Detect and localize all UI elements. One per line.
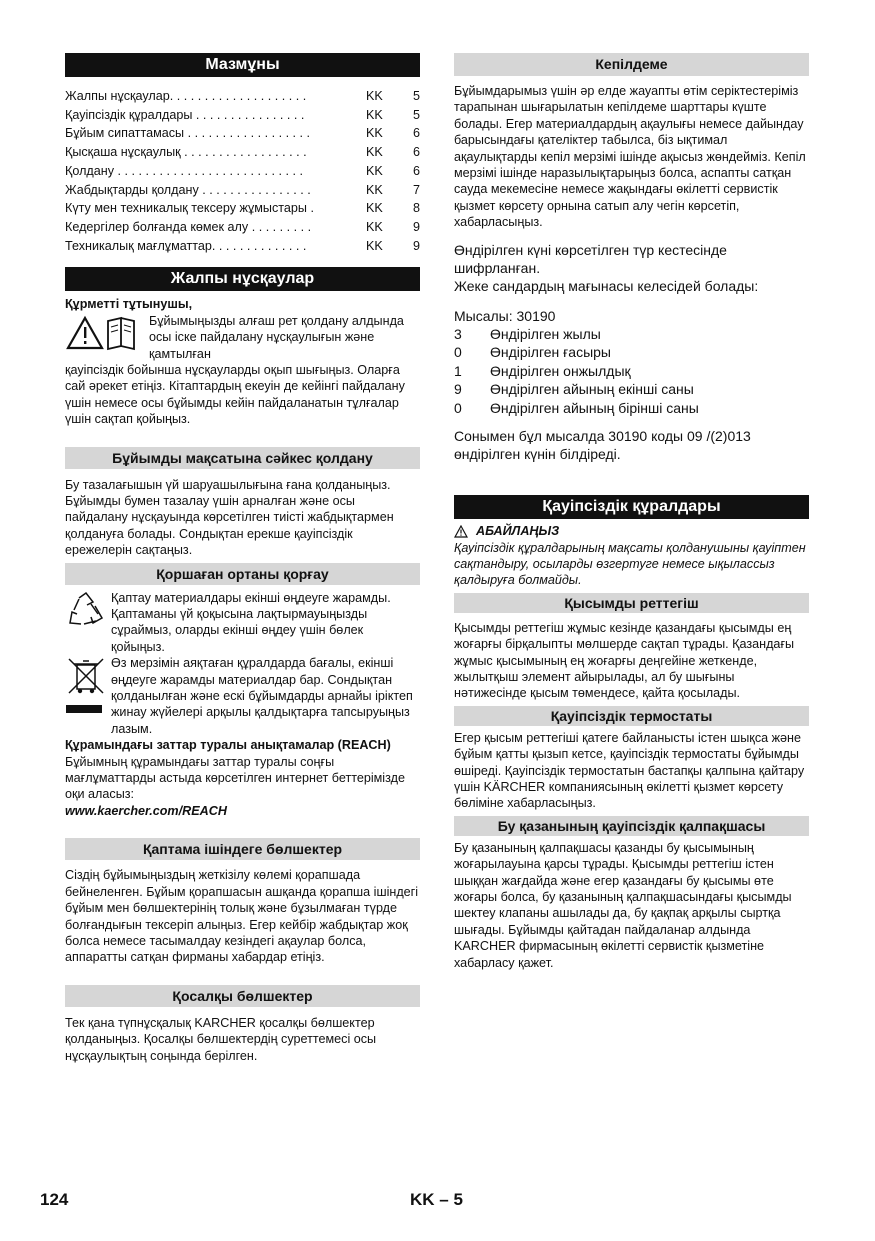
toc-entry-title: Жабдықтарды қолдану . . . . . . . . . . . . . . . . [65,182,311,197]
code-row [454,325,809,344]
warranty-title: Кепілдеме [454,53,809,76]
code-digit: 0 [454,344,462,361]
crossed-bin-icon [65,655,107,717]
reach-title: Құрамындағы заттар туралы анықтамалар (REACH) [65,738,391,753]
conclusion-text: Сонымен бұл мысалда 30190 коды 09 /(2)013 өндірілген күнін білдіреді. [454,428,751,463]
warranty-text: Бұйымдарымыз үшін әр елде жауапты өтім серіктестеріміз тарапынан шығарылатын кепілдеме шарттары күште болады. Егер материалдардың ақаулығы немесе дайындау барысындағы қателіктер табылса, біз ықтимал ақаулықтарды кепіл мерзімі ішінде ақысыз жөндейміз. Кепіл мерзімі ішінде наразылықтарыңыз болса, аспапты сатқан сауда мекемесіне немесе жақындағы өкілетті сервистік қызмет көрсету орнына сатып алу чегін көрсетіп, хабарласыңыз. [454,84,806,230]
general-notes-title: Жалпы нұсқаулар [65,267,420,291]
intro-block [65,313,420,362]
right-column [454,53,809,971]
code-meaning: Өндірілген жылы [490,325,601,342]
safety-cap-title: Бу қазанының қауіпсіздік қалпақшасы [454,816,809,836]
toc-entry[interactable] [65,106,420,125]
caution-row [454,523,809,539]
caution-label: АБАЙЛАҢЫЗ [476,524,560,539]
spare-parts-text: Тек қана түпнұсқалық KARCHER қосалқы бөлшектер қолданыңыз. Қосалқы бөлшектердің суреттемесі осы нұсқаулықтың соңында берілген. [65,1015,377,1063]
spare-parts-title: Қосалқы бөлшектер [65,985,420,1007]
code-row [454,399,809,418]
toc-entry-page: 6 [412,126,420,141]
code-meaning: Өндірілген айының екінші саны [490,381,694,398]
toc-entry-page: 6 [412,145,420,160]
environment-title: Қоршаған ортаны қорғау [65,563,420,585]
reach-text: Бұйымның құрамындағы заттар туралы соңғы мағлұматтарды астыда көрсетілген интернет беттерімізде оқи аласыз: [65,754,405,802]
recycle-block [65,590,420,656]
toc-entry-page: 6 [412,163,420,178]
intended-use-text: Бу тазалағышын үй шаруашылығына ғана қолданыңыз. Бұйымды бумен тазалау үшін арналған және осы пайдалану нұсқауында көрсетілген тиісті жабдықтармен қолдануға болады. Сондықтан ерекше қауіпсіздік ережелерін сақтаңыз. [65,477,394,558]
toc-entry-code: KK [366,89,383,103]
recycle-icon [65,590,107,630]
toc-entry-title: Қолдану . . . . . . . . . . . . . . . . . . . . . . . . . . . [65,163,303,178]
code-digit: 0 [454,399,462,416]
safety-title: Қауіпсіздік құралдары [454,495,809,519]
toc-entry-page: 9 [412,219,420,234]
toc-entry-code: KK [366,219,383,234]
thermostat-title: Қауіпсіздік термостаты [454,706,809,726]
toc-entry-page: 7 [412,182,420,197]
toc-entry-code: KK [366,238,383,253]
code-digit: 1 [454,362,462,379]
toc-entry[interactable] [65,124,420,143]
toc-title: Мазмұны [65,53,420,77]
code-digit: 9 [454,381,462,398]
toc-entry-title: Күту мен техникалық тексеру жұмыстары . [65,201,314,216]
thermostat-text: Егер қысым реттегіші қатегe байланысты істен шықса және бұйым қатты қызып кетсе, қауіпсіздік термостаты бұйымды өшіреді. Қауіпсіздік термостатын бастапқы қалпына қайтару үшін KÄRCHER компаниясының өкілетті қызмет көрсету бөліміне хабарласыңыз. [454,730,805,811]
toc-entry-code: KK [366,107,383,122]
code-row [454,362,809,381]
weee-text: Өз мерзімін аяқтаған құралдарда бағалы, екінші өңдеуге жарамды материалдар бар. Сондықтан қолданылған және ескі бұйымдарды арнайы іріктеп жинау жүйелері арқылы қалдықтарға тапсыруыңыз лазым. [111,656,413,736]
toc-entry-code: KK [366,201,383,216]
code-meaning: Өндірілген ғасыры [490,344,611,361]
recycle-text: Қаптау материалдары екінші өңдеуге жарамды. Қаптаманы үй қоқысына лақтырмауыңызды сұраймыз, оларды екінші өңдеу үшін бөлек қойыңыз. [111,590,391,654]
warning-manual-icon [65,313,145,353]
greeting: Құрметті тұтынушы, [65,297,193,312]
toc-entry-code: KK [366,163,383,178]
toc-entry-page: 9 [412,238,420,253]
caution-text: Қауіпсіздік құралдарының мақсаты қолданушыны қауіптен сақтандыру, осыларды өзгертуге немесе ықылассыз қалдыруға болмайды. [454,540,806,588]
toc-entry[interactable] [65,218,420,237]
toc-entry-title: Қауіпсіздік құралдары . . . . . . . . . . . . . . . . [65,107,305,122]
package-text: Сіздің бұйымыңыздың жеткізілу көлемі қорапшада бейнеленген. Бұйым қорапшасын ашқанда қорапша ішіндегі бұйым мен бөлшектерінің толық және бұзылмаған түрде болғандығын тексеріп алыңыз. Егер кейбір жабдықтар жоқ болса немесе тасымалдау кезіндегі ақаулар болса, аппаратты сатқан фирманы хабардар етіңіз. [65,868,419,965]
toc-entry-title: Техникалық мағлұматтар. . . . . . . . . . . . . . [65,238,307,253]
safety-cap-text: Бу қазанының қалпақшасы қазанды бу қысымының жоғарылауына қарсы тұрады. Қысымды реттегіш істен шыққан жағдайда және егер қазандағы бу қысымы өте жоғары болса, бу қазанының қалпақшасындағы қысымды шектеу клапаны ашылады да, бу қақпақ арқылы сыртқа шығады. Бұйымды қайтадан пайдаланар алдында KARCHER фирмасының өкілетті сервистік қызметіне хабарласу қажет. [454,840,792,970]
toc-entry-code: KK [366,182,383,197]
meaning-text: Жеке сандардың мағынасы келесідей болады: [454,277,759,294]
caution-icon [454,525,468,538]
toc-entry-page: 5 [412,89,420,103]
code-list [454,325,809,418]
toc-entry-page: 8 [412,201,420,216]
intro-side-text: Бұйымыңызды алғаш рет қолдану алдында осы іске пайдалану нұсқаулығын және қамтылған [149,313,404,361]
pressure-regulator-text: Қысымды реттегіш жұмыс кезінде қазандағы қысымды ең жоғарғы бірқалыпты мөлшерде сақтап тұрады. Қазандағы жұмыс қысымының ең жоғарғы деңгейіне жеткенде, жылытқыш элемент айырылады, ал бу шығыны нәтижесінде қысым төмендесе, қайта қосылады. [454,620,795,701]
toc-entry-code: KK [366,126,383,141]
toc-entry-page: 5 [412,107,420,122]
toc-entry[interactable] [65,199,420,218]
pressure-regulator-title: Қысымды реттегіш [454,593,809,613]
weee-block [65,655,420,737]
toc-entry-title: Жалпы нұсқаулар. . . . . . . . . . . . . . . . . . . . [65,89,307,103]
code-row [454,380,809,399]
intended-use-title: Бұйымды мақсатына сәйкес қолдану [65,447,420,469]
toc-entry[interactable] [65,87,420,106]
production-date-text: Өндірілген күні көрсетілген түр кестесінде шифрланған. [454,241,727,276]
code-meaning: Өндірілген айының бірінші саны [490,399,699,416]
toc-entry[interactable] [65,143,420,162]
reach-link[interactable]: www.kaercher.com/REACH [65,803,227,818]
left-column [65,53,420,1064]
toc-entry[interactable] [65,162,420,181]
toc-entry[interactable] [65,237,420,256]
toc-entry-code: KK [366,145,383,160]
footer-label: KK – 5 [410,1190,463,1209]
toc-entry-title: Кедергілер болғанда көмек алу . . . . . . . . . [65,219,312,234]
toc-entry-title: Қысқаша нұсқаулық . . . . . . . . . . . . . . . . . . [65,145,307,160]
code-row [454,343,809,362]
code-digit: 3 [454,325,462,342]
package-title: Қаптама ішіндеге бөлшектер [65,838,420,860]
code-meaning: Өндірілген онжылдық [490,362,631,379]
intro-rest-text: қауіпсіздік бойынша нұсқауларды оқып шығыңыз. Оларға сай әрекет етіңіз. Кітаптардың екеуін де кейінгі пайдалану үшін немесе осы бұйымды кейін пайдаланатын тұлғалар үшін сақтап қойыңыз. [65,362,405,427]
toc-entry[interactable] [65,181,420,200]
table-of-contents [65,87,420,255]
example-text: Мысалы: 30190 [454,307,556,324]
toc-entry-title: Бұйым сипаттамасы . . . . . . . . . . . . . . . . . . [65,126,311,141]
page-number: 124 [40,1190,69,1209]
